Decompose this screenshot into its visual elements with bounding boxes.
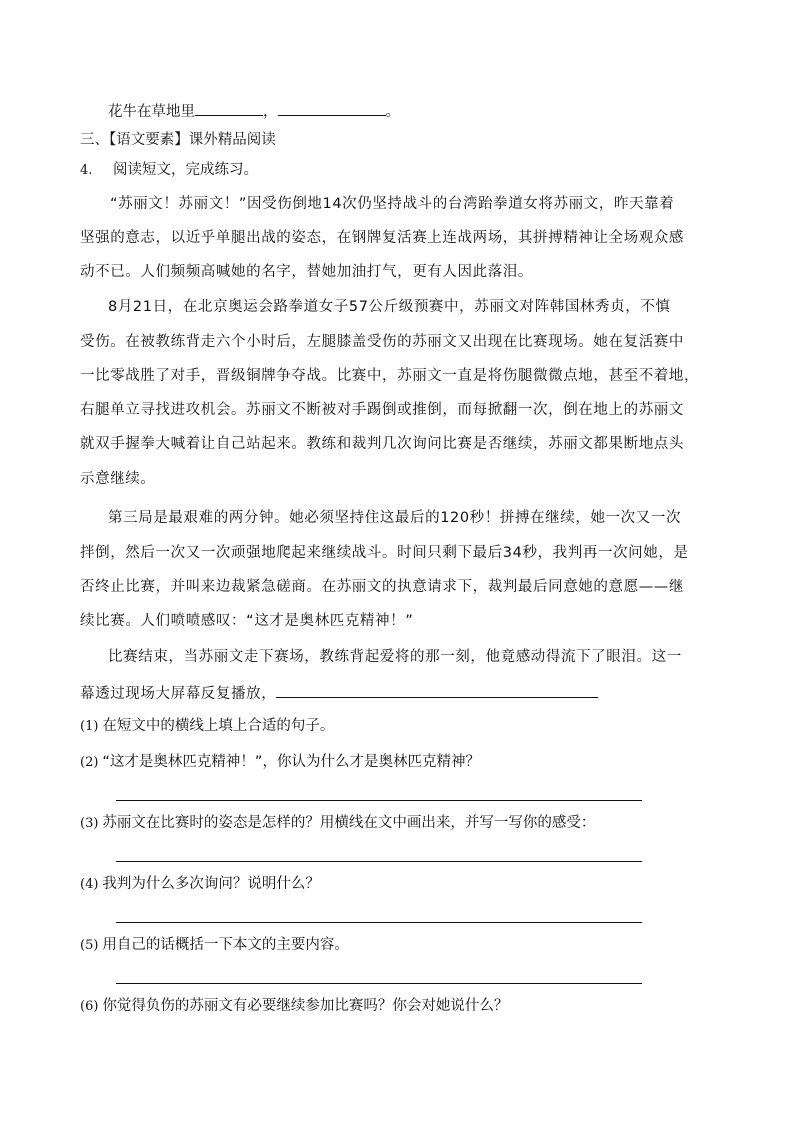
article-line-text: 幕透过现场大屏幕反复播放， [80,686,277,702]
section-title: 三、【语文要素】课外精品阅读 [80,132,276,148]
answer-line[interactable] [116,922,642,923]
subquestion-6 [80,996,508,1017]
subquestion-1 [80,716,334,737]
fill-in-line [108,100,400,122]
subquestion-text: “这才是奥林匹克精神！”，你认为什么才是奥林匹克精神？ [102,754,480,770]
fill-in-period: 。 [385,104,400,120]
subquestion-number: (6) [80,999,99,1014]
article-line: 受伤。在被教练背走六个小时后，左腿膝盖受伤的苏丽文又出现在比赛现场。她在复活赛中 [80,334,684,350]
article-line: 否终止比赛，并叫来边裁紧急磋商。在苏丽文的执意请求下，裁判最后同意她的意愿——继 [80,579,684,595]
answer-line[interactable] [116,983,642,984]
article-line: 拌倒，然后一次又一次顽强地爬起来继续战斗。时间只剩下最后34秒，我判再一次问她，是 [80,545,689,561]
article-line: 坚强的意志，以近乎单腿出战的姿态，在钢牌复活赛上连战两场，其拼搏精神让全场观众感 [80,230,684,246]
article-line: 第三局是最艰难的两分钟。她必须坚持住这最后的120秒！拼搏在继续，她一次又一次 [108,510,682,526]
article-line: 续比赛。人们喷喷感叹：“这才是奥林匹克精神！” [80,613,414,629]
article-line: “苏丽文！苏丽文！”因受伤倒地14次仍坚持战斗的台湾跆拳道女将苏丽文，昨天靠着 [110,196,675,212]
article-line: 动不已。人们频频高喊她的名字，替她加油打气，更有人因此落泪。 [80,264,533,280]
article-line: 一比零战胜了对手，晋级铜牌争夺战。比赛中，苏丽文一直是将伤腿微微点地，甚至不着地， [80,368,700,384]
subquestion-number: (5) [80,938,99,953]
subquestion-number: (4) [80,877,99,892]
subquestion-text: 苏丽文在比赛时的姿态是怎样的？用横线在文中画出来，并写一写你的感受： [102,815,596,831]
subquestion-text: 在短文中的横线上填上合适的句子。 [102,718,335,734]
question-number: 4. [80,163,93,178]
subquestion-number: (1) [80,719,99,734]
subquestion-text: 我判为什么多次询问？说明什么？ [102,876,320,892]
subquestion-number: (2) [80,755,99,770]
fill-in-prefix: 花牛在草地里 [108,104,195,120]
answer-line[interactable] [116,800,642,801]
article-line: 比赛结束，当苏丽文走下赛场，教练背起爱将的那一刻，他竟感动得流下了眼泪。这一 [108,649,682,665]
subquestion-text: 用自己的话概括一下本文的主要内容。 [102,937,349,953]
answer-blank[interactable] [195,100,263,116]
subquestion-2 [80,752,480,773]
subquestion-5 [80,935,349,956]
subquestion-3 [80,813,595,834]
answer-blank[interactable] [278,100,386,116]
article-line [80,682,598,704]
subquestion-text: 你觉得负伤的苏丽文有必要继续参加比赛吗？你会对她说什么？ [102,998,509,1014]
fill-in-comma: ， [263,104,278,120]
article-line: 示意继续。 [80,471,156,487]
article-line: 右腿单立寻找进攻机会。苏丽文不断被对手踢倒或推倒，而每掀翻一次，倒在地上的苏丽文 [80,402,684,418]
answer-line[interactable] [116,861,642,862]
question-instruction: 阅读短文，完成练习。 [113,162,259,178]
subquestion-number: (3) [80,816,99,831]
question-header [80,160,258,181]
article-line: 就双手握拳大喊着让自己站起来。教练和裁判几次询问比赛是否继续，苏丽文都果断地点头 [80,436,684,452]
article-line: 8月21日，在北京奥运会路拳道女子57公斤级预赛中，苏丽文对阵韩国林秀贞，不慎 [108,299,671,315]
subquestion-4 [80,874,320,895]
article-answer-blank[interactable] [276,682,598,698]
